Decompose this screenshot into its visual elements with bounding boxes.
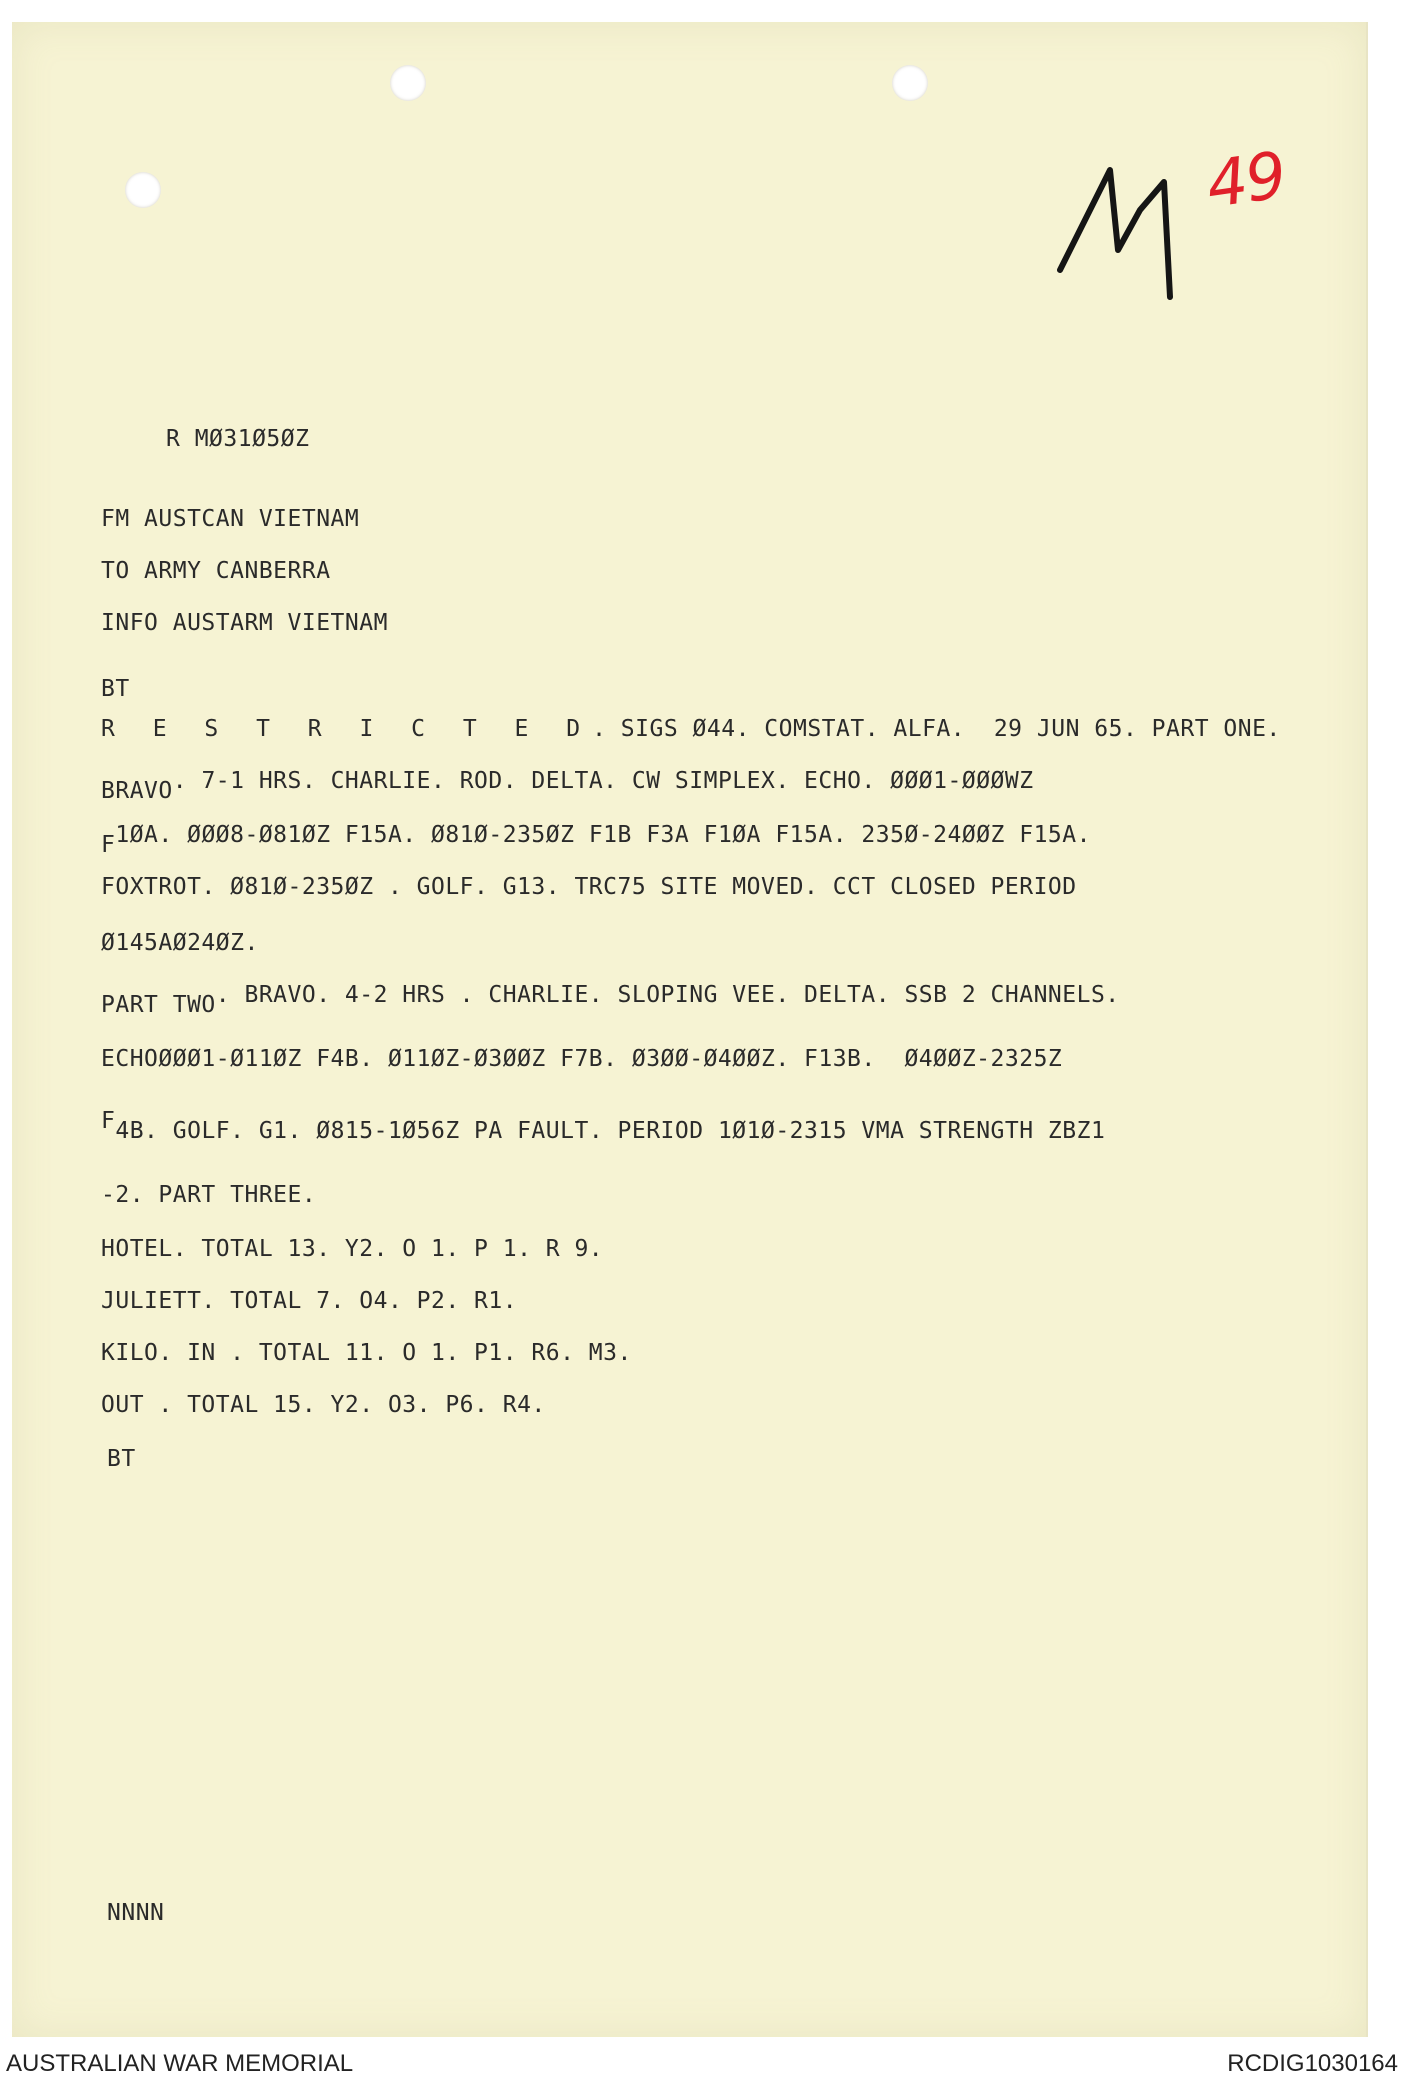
body-line-3	[101, 822, 1091, 858]
body-line-kilo: KILO. IN . TOTAL 11. O 1. P1. R6. M3.	[101, 1340, 632, 1366]
body-line-8-text: 4B. GOLF. G1. Ø815-1Ø56Z PA FAULT. PERIOD 1Ø1Ø-2315 VMA STRENGTH ZBZ1	[115, 1118, 1106, 1144]
body-line-8	[101, 1108, 1106, 1144]
punch-hole	[125, 172, 161, 208]
break-marker-open: BT	[101, 676, 130, 702]
document-page	[12, 22, 1368, 2037]
body-line-8-lead: F	[101, 1108, 116, 1134]
body-line-2-text: . 7-1 HRS. CHARLIE. ROD. DELTA. CW SIMPLEX. ECHO. ØØØ1-ØØØWZ	[172, 768, 1034, 794]
from-line: FM AUSTCAN VIETNAM	[101, 506, 360, 532]
body-line-6-lead: PART TWO	[101, 992, 216, 1018]
body-line-9: -2. PART THREE.	[101, 1182, 317, 1208]
body-line-juliett: JULIETT. TOTAL 7. O4. P2. R1.	[101, 1288, 518, 1314]
body-line-2	[101, 768, 1034, 804]
punch-hole	[892, 65, 928, 101]
body-line-6-text: . BRAVO. 4-2 HRS . CHARLIE. SLOPING VEE. DELTA. SSB 2 CHANNELS.	[215, 982, 1120, 1008]
body-line-1	[101, 716, 1281, 742]
footer-source-credit: AUSTRALIAN WAR MEMORIAL	[6, 2050, 354, 2077]
body-line-6	[101, 982, 1120, 1018]
body-line-5: Ø145AØ24ØZ.	[101, 930, 259, 956]
footer-catalogue-id: RCDIG1030164	[1227, 2050, 1398, 2077]
body-line-7: ECHOØØØ1-Ø11ØZ F4B. Ø11ØZ-Ø3ØØZ F7B. Ø3ØØ-Ø4ØØZ. F13B. Ø4ØØZ-2325Z	[101, 1046, 1063, 1072]
classification: R E S T R I C T E D	[101, 716, 593, 742]
priority-dtg-line: R MØ31Ø5ØZ	[166, 426, 310, 452]
body-line-3-text: 1ØA. ØØØ8-Ø81ØZ F15A. Ø81Ø-235ØZ F1B F3A F1ØA F15A. 235Ø-24ØØZ F15A.	[115, 822, 1091, 848]
punch-hole	[390, 65, 426, 101]
body-line-3-lead: F	[101, 832, 116, 858]
body-line-out: OUT . TOTAL 15. Y2. O3. P6. R4.	[101, 1392, 546, 1418]
break-marker-close: BT	[107, 1446, 136, 1472]
body-line-1-text: . SIGS Ø44. COMSTAT. ALFA. 29 JUN 65. PART ONE.	[592, 716, 1281, 742]
body-line-2-lead: BRAVO	[101, 778, 173, 804]
info-line: INFO AUSTARM VIETNAM	[101, 610, 388, 636]
handwritten-initial-mark	[1052, 142, 1192, 312]
folio-number: 49	[1202, 138, 1290, 224]
to-line: TO ARMY CANBERRA	[101, 558, 331, 584]
body-line-hotel: HOTEL. TOTAL 13. Y2. O 1. P 1. R 9.	[101, 1236, 604, 1262]
body-line-4: FOXTROT. Ø81Ø-235ØZ . GOLF. G13. TRC75 SITE MOVED. CCT CLOSED PERIOD	[101, 874, 1077, 900]
end-of-message: NNNN	[107, 1900, 165, 1926]
